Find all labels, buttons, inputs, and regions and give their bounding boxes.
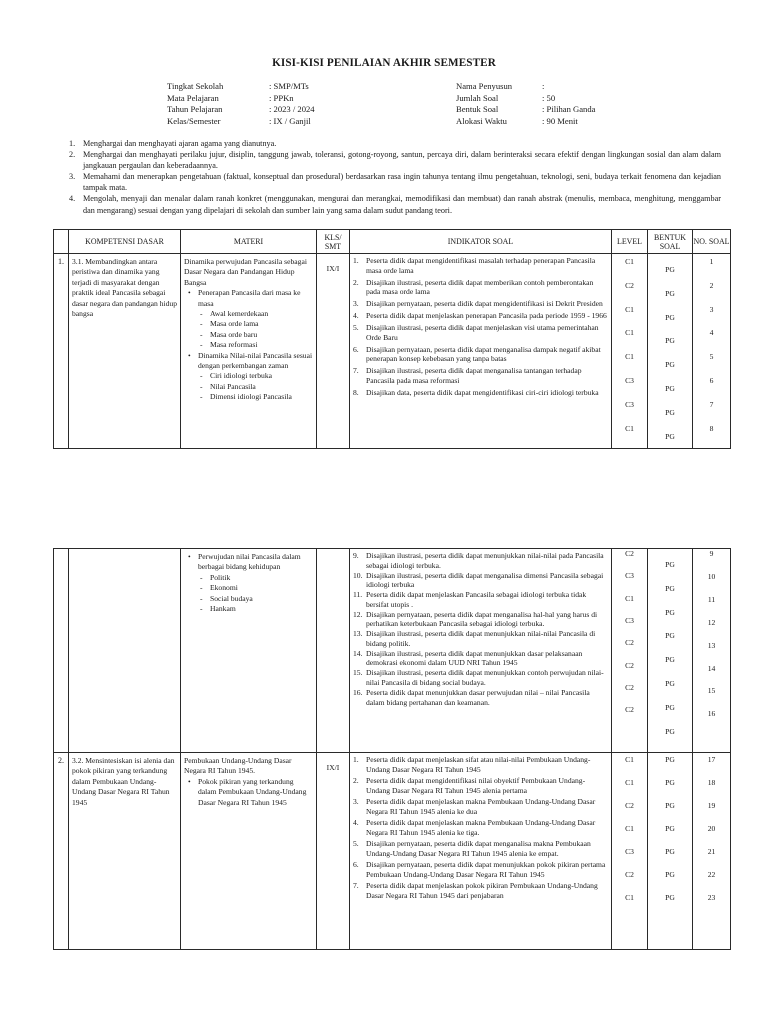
bentuk-value: PG [665, 360, 675, 370]
level-value: C1 [625, 257, 634, 266]
materi-sub-item: - Awal kemerdekaan [184, 309, 313, 319]
indikator-text: Disajikan ilustrasi, peserta didik dapat menganalisa dimensi Pancasila sebagai idiologi terbuka [366, 570, 604, 590]
indikator-list [353, 256, 608, 397]
meta-value: : [542, 81, 545, 91]
indikator-number: 4. [353, 311, 359, 321]
materi-cell [181, 254, 317, 449]
meta-key: Jumlah Soal [456, 92, 499, 103]
no-soal-value: 14 [707, 663, 716, 673]
no-soal-value: 10 [707, 571, 716, 581]
meta-left [167, 81, 449, 127]
table-row [54, 549, 731, 753]
level-value: C3 [625, 571, 634, 581]
meta-row [456, 116, 692, 128]
indikator-text: Disajikan pernyataan, peserta didik dapat mengidentifikasi isi Dekrit Presiden [366, 299, 603, 309]
bentuk-value: PG [665, 384, 675, 393]
materi-list [184, 552, 313, 614]
meta-row [167, 116, 449, 128]
no-soal-value: 17 [707, 755, 716, 764]
meta-key: Kelas/Semester [167, 115, 221, 126]
materi-bullet-item: • Dinamika Nilai-nilai Pancasila sesuai dengan perkembangan zaman [184, 351, 313, 372]
header-materi: MATERI [181, 230, 317, 254]
meta-value: : 50 [542, 92, 556, 103]
no-soal-value: 5 [709, 352, 714, 362]
indikator-item [353, 818, 608, 837]
indikator-text: Disajikan pernyataan, peserta didik dapat menunjukkan pokok pikiran pertama Pembukaan Undang-Undang Dasar Negara RI Tahun 1945 [366, 859, 606, 879]
meta-value: : IX / Ganjil [269, 115, 311, 126]
indikator-number: 12. [353, 609, 363, 619]
kompetensi-dasar-cell: 3.2. Mensintesiskan isi alenia dan pokok pikiran yang terkandung dalam Pembukaan Undang-Undang Dasar Negara RI Tahun 1945 [69, 753, 181, 950]
indikator-number: 8. [353, 387, 359, 397]
indikator-item [353, 776, 608, 795]
materi-sub-item: - Masa orde lama [184, 319, 313, 329]
indikator-cell [350, 753, 612, 950]
indikator-text: Disajikan ilustrasi, peserta didik dapat menunjukkan dasar pelaksanaan demokrasi ekonomi dalam UUD NRI Tahun 1945 [366, 648, 583, 668]
bentuk-value: PG [665, 824, 675, 833]
no-soal-value: 1 [709, 257, 714, 266]
indikator-text: Disajikan ilustrasi, peserta didik dapat memberikan contoh pemberontakan pada masa orde lama [366, 277, 594, 297]
bentuk-value: PG [665, 655, 675, 665]
level-value: C3 [625, 399, 634, 409]
meta-key: Nama Penyusun [456, 81, 513, 91]
meta-row [456, 81, 692, 93]
indikator-text: Peserta didik dapat menjelaskan sifat atau nilai-nilai Pembukaan Undang-Undang Dasar Negara RI Tahun 1945 [366, 755, 591, 774]
indikator-number: 15. [353, 668, 363, 678]
level-value: C1 [625, 755, 634, 764]
level-value: C1 [625, 893, 634, 902]
materi-sub-item: - Hankam [184, 604, 313, 614]
indikator-item [353, 311, 608, 321]
meta-value: : PPKn [269, 92, 294, 103]
bentuk-value: PG [665, 679, 675, 688]
meta-value: : 90 Menit [542, 115, 578, 126]
meta-row [456, 104, 692, 116]
indikator-number: 5. [353, 323, 359, 333]
item-text: Menghargai dan menghayati ajaran agama yang dianutnya. [83, 139, 277, 148]
level-value: C1 [625, 328, 634, 338]
kompetensi-inti-item [69, 149, 721, 171]
table-row [54, 753, 731, 950]
level-value: C2 [625, 801, 634, 810]
indikator-item [353, 797, 608, 816]
row-number: 1. [54, 254, 69, 449]
level-value: C2 [625, 549, 634, 558]
materi-text: Pembukaan Undang-Undang Dasar Negara RI Tahun 1945. [184, 756, 292, 776]
indikator-text: Peserta didik dapat menunjukkan dasar perwujudan nilai – nilai Pancasila dalam bidang pertahanan dan keamanan. [366, 688, 590, 707]
bentuk-value: PG [665, 870, 675, 879]
meta-key: Tingkat Sekolah [167, 81, 224, 91]
bentuk-value: PG [665, 583, 675, 593]
indikator-text: Disajikan ilustrasi, peserta didik dapat menunjukkan nilai-nilai pada Pancasila sebagai idiologi terbuka. [366, 551, 604, 570]
materi-cell [181, 549, 317, 753]
materi-sub-item: - Ciri idiologi terbuka [184, 371, 313, 381]
meta-row [456, 93, 692, 105]
bentuk-value: PG [665, 702, 675, 712]
meta-key: Mata Pelajaran [167, 92, 219, 103]
item-number: 2. [69, 150, 76, 160]
item-number: 3. [69, 172, 76, 182]
no-soal-value: 7 [709, 399, 714, 409]
kompetensi-dasar-cell [69, 549, 181, 753]
header-no-soal: NO. SOAL [693, 230, 731, 254]
level-value: C2 [625, 870, 634, 879]
indikator-text: Peserta didik dapat menjelaskan makna Pembukaan Undang-Undang Dasar Negara RI Tahun 1945 alenia ke tiga. [366, 817, 596, 837]
item-text: Memahami dan menerapkan pengetahuan (faktual, konseptual dan prosedural) berdasarkan rasa ingin tahunya tentang ilmu pengetahuan, teknologi, seni, budaya terkait fenomena dan kejadian tampak mata. [83, 172, 721, 193]
bentuk-value: PG [665, 801, 675, 810]
bentuk-value: PG [665, 755, 675, 764]
header-bentuk-soal: BENTUK SOAL [648, 230, 693, 254]
kls-smt-cell: IX/I [317, 254, 350, 449]
no-soal-value: 3 [709, 304, 714, 314]
indikator-text: Peserta didik dapat mengidentifikasi masalah terhadap penerapan Pancasila masa orde lama [366, 256, 596, 275]
indikator-item [353, 610, 608, 629]
bentuk-value: PG [665, 407, 675, 417]
level-value: C1 [625, 778, 634, 787]
materi-sub-item: - Nilai Pancasila [184, 382, 313, 392]
bentuk-soal-cell [648, 549, 693, 753]
indikator-text: Disajikan ilustrasi, peserta didik dapat menganalisa tantangan terhadap Pancasila pada masa reformasi [366, 366, 582, 385]
materi-sub-item: - Politik [184, 573, 313, 583]
bentuk-value: PG [665, 288, 675, 298]
indikator-number: 4. [353, 817, 359, 827]
kls-smt-cell [317, 549, 350, 753]
indikator-item [353, 571, 608, 590]
no-soal-value: 23 [707, 893, 716, 902]
indikator-number: 14. [353, 648, 363, 658]
level-value: C1 [625, 352, 634, 362]
item-text: Mengolah, menyaji dan menalar dalam ranah konkret (menggunakan, mengurai dan merangkai, memodifikasi dan membuat) dan ranah abstrak (menulis, membaca, menghitung, menggambar dan mengarang) sesuai dengan yang dipelajari di sekolah dan sumber lain yang sama dalam sudut pandang teori. [83, 194, 721, 215]
meta-row [167, 104, 449, 116]
indikator-list [353, 755, 608, 900]
table-row [54, 254, 731, 449]
meta-value: : SMP/MTs [269, 81, 309, 91]
bentuk-value: PG [665, 631, 675, 641]
level-value: C2 [625, 280, 634, 290]
indikator-item [353, 649, 608, 668]
no-soal-value: 12 [707, 617, 716, 627]
meta-value: : 2023 / 2024 [269, 104, 315, 115]
no-soal-value: 22 [707, 870, 716, 879]
no-soal-value: 11 [707, 594, 716, 604]
no-soal-value: 9 [709, 549, 714, 558]
table-header-row [54, 230, 731, 254]
header-level: LEVEL [612, 230, 648, 254]
indikator-item [353, 755, 608, 774]
indikator-cell [350, 549, 612, 753]
item-text: Menghargai dan menghayati perilaku jujur, disiplin, tanggung jawab, toleransi, gotong-royong, santun, percaya diri, dalam berinteraksi secara efektif dengan lingkungan sosial dan alam dalam jangkauan pergaulan dan keberadaannya. [83, 150, 721, 171]
materi-bullet-item: • Perwujudan nilai Pancasila dalam berbagai bidang kehidupan [184, 552, 313, 573]
no-soal-value: 4 [709, 328, 714, 338]
row-number [54, 549, 69, 753]
bentuk-value: PG [665, 893, 675, 902]
no-soal-value: 6 [709, 376, 714, 385]
materi-sub-item: - Social budaya [184, 594, 313, 604]
indikator-number: 7. [353, 366, 359, 376]
indikator-text: Disajikan pernyataan, peserta didik dapat menganalisa makna Pembukaan Undang-Undang Dasar Negara RI Tahun 1945 alenia ke empat. [366, 838, 591, 858]
indikator-number: 3. [353, 299, 359, 309]
indikator-text: Peserta didik dapat mengidentifikasi nilai obyektif Pembukaan Undang-Undang Dasar Negara RI Tahun 1945 alenia pertama [366, 775, 586, 795]
indikator-item [353, 366, 608, 385]
meta-row [167, 81, 449, 93]
level-cell [612, 753, 648, 950]
materi-bullet-item: • Penerapan Pancasila dari masa ke masa [184, 288, 313, 309]
bentuk-value: PG [665, 847, 675, 856]
indikator-number: 10. [353, 570, 363, 580]
indikator-item [353, 860, 608, 879]
indikator-item [353, 839, 608, 858]
level-cell [612, 254, 648, 449]
indikator-item [353, 278, 608, 297]
level-value: C2 [625, 705, 634, 715]
indikator-text: Disajikan ilustrasi, peserta didik dapat menunjukkan nilai-nilai Pancasila di bidang politik. [366, 629, 596, 648]
kompetensi-inti-item [69, 193, 721, 215]
no-soal-cell [693, 753, 731, 950]
indikator-number: 7. [353, 880, 359, 890]
no-soal-value: 21 [707, 847, 716, 856]
no-soal-value: 2 [709, 280, 714, 290]
indikator-item [353, 551, 608, 570]
no-soal-cell [693, 254, 731, 449]
level-value: C1 [625, 423, 634, 433]
materi-list [184, 756, 313, 808]
indikator-number: 13. [353, 629, 363, 639]
indikator-number: 6. [353, 344, 359, 354]
kisi-kisi-table-page1 [53, 229, 731, 449]
indikator-item [353, 323, 608, 342]
materi-sub-item: - Masa orde baru [184, 330, 313, 340]
indikator-number: 5. [353, 838, 359, 848]
kompetensi-inti-list [69, 138, 721, 216]
indikator-item [353, 388, 608, 398]
indikator-item [353, 256, 608, 275]
indikator-text: Disajikan pernyataan, peserta didik dapat menganalisa hal-hal yang harus di perhatikan keterbukaan Pancasila sebagai idiologi terbuka. [366, 609, 598, 629]
kls-smt-cell: IX/I [317, 753, 350, 950]
indikator-item [353, 629, 608, 648]
indikator-text: Peserta didik dapat menjelaskan Pancasila sebagai idiologi terbuka tidak bersifat utopis . [366, 590, 587, 609]
materi-bullet-item: • Pokok pikiran yang terkandung dalam Pembukaan Undang-Undang Dasar Negara RI Tahun 1945 [184, 777, 313, 808]
indikator-number: 11. [353, 590, 363, 600]
materi-sub-item: - Masa reformasi [184, 340, 313, 350]
item-number: 1. [69, 139, 76, 148]
level-cell [612, 549, 648, 753]
indikator-number: 3. [353, 796, 359, 806]
indikator-text: Peserta didik dapat menjelaskan pokok pikiran Pembukaan Undang-Undang Dasar Negara RI Tahun 1945 dari penjabaran [366, 880, 598, 900]
no-soal-value: 20 [707, 824, 716, 833]
indikator-number: 1. [353, 755, 359, 764]
bentuk-soal-cell [648, 753, 693, 950]
indikator-text: Disajikan pernyataan, peserta didik dapat menganalisa dampak negatif akibat penerapan konsep kebebasan yang tanpa batas [366, 344, 601, 364]
materi-cell [181, 753, 317, 950]
indikator-text: Peserta didik dapat menjelaskan penerapan Pancasila pada periode 1959 - 1966 [366, 311, 607, 321]
indikator-text: Disajikan ilustrasi, peserta didik dapat menjelaskan visi utama pemerintahan Orde Baru [366, 323, 599, 342]
level-value: C1 [625, 824, 634, 833]
no-soal-value: 13 [707, 640, 716, 650]
meta-key: Alokasi Waktu [456, 115, 507, 126]
indikator-item [353, 345, 608, 364]
indikator-list [353, 551, 608, 707]
meta-row [167, 93, 449, 105]
item-number: 4. [69, 194, 76, 204]
indikator-number: 16. [353, 688, 363, 698]
bentuk-value: PG [665, 607, 675, 617]
no-soal-value: 18 [707, 778, 716, 787]
level-value: C3 [625, 847, 634, 856]
header-kompetensi-dasar: KOMPETENSI DASAR [69, 230, 181, 254]
indikator-number: 2. [353, 277, 359, 287]
document-title: KISI-KISI PENILAIAN AKHIR SEMESTER [272, 57, 496, 69]
kompetensi-inti-item [69, 171, 721, 193]
meta-value: : Pilihan Ganda [542, 104, 596, 115]
no-soal-value: 15 [707, 686, 716, 696]
indikator-number: 2. [353, 775, 359, 785]
level-value: C2 [625, 638, 634, 648]
materi-text: Dinamika perwujudan Pancasila sebagai Dasar Negara dan Pandangan Hidup Bangsa [184, 257, 307, 287]
indikator-item [353, 688, 608, 707]
kompetensi-inti-item [69, 138, 721, 149]
level-value: C3 [625, 376, 634, 385]
no-soal-value: 19 [707, 801, 716, 810]
no-soal-value: 16 [707, 709, 716, 719]
indikator-item [353, 590, 608, 609]
kompetensi-dasar-cell: 3.1. Membandingkan antara peristiwa dan dinamika yang terjadi di masyarakat dengan praktik ideal Pancasila sebagai dasar negara dan pandangan hidup bangsa [69, 254, 181, 449]
indikator-text: Disajikan data, peserta didik dapat mengidentifikasi ciri-ciri idiologi terbuka [366, 387, 599, 397]
bentuk-value: PG [665, 336, 675, 346]
indikator-text: Disajikan ilustrasi, peserta didik dapat menunjukkan contoh perwujudan nilai-nilai Pancasila di bidang social budaya. [366, 668, 604, 688]
meta-right [456, 81, 692, 127]
kisi-kisi-table-page2 [53, 548, 731, 950]
indikator-text: Peserta didik dapat menjelaskan makna Pembukaan Undang-Undang Dasar Negara RI Tahun 1945 alenia ke dua [366, 796, 596, 816]
indikator-item [353, 881, 608, 900]
bentuk-soal-cell [648, 254, 693, 449]
level-value: C1 [625, 593, 634, 603]
bentuk-value: PG [665, 265, 675, 274]
bentuk-value: PG [665, 778, 675, 787]
indikator-item [353, 299, 608, 309]
level-value: C3 [625, 615, 634, 625]
row-number: 2. [54, 753, 69, 950]
materi-sub-item: - Dimensi idiologi Pancasila [184, 392, 313, 402]
materi-list [184, 257, 313, 403]
header-kls-smt: KLS/ SMT [317, 230, 350, 254]
meta-key: Bentuk Soal [456, 104, 499, 115]
indikator-number: 6. [353, 859, 359, 869]
indikator-item [353, 668, 608, 687]
bentuk-value: PG [665, 560, 675, 569]
level-value: C2 [625, 660, 634, 670]
indikator-cell [350, 254, 612, 449]
bentuk-value: PG [665, 312, 675, 322]
indikator-number: 1. [353, 256, 359, 265]
bentuk-value: PG [665, 726, 675, 736]
level-value: C2 [625, 682, 634, 692]
indikator-number: 9. [353, 551, 359, 560]
materi-sub-item: - Ekonomi [184, 583, 313, 593]
no-soal-cell [693, 549, 731, 753]
no-soal-value: 8 [709, 423, 714, 433]
bentuk-value: PG [665, 431, 675, 441]
header-no [54, 230, 69, 254]
meta-key: Tahun Pelajaran [167, 104, 223, 115]
header-indikator-soal: INDIKATOR SOAL [350, 230, 612, 254]
level-value: C1 [625, 304, 634, 314]
